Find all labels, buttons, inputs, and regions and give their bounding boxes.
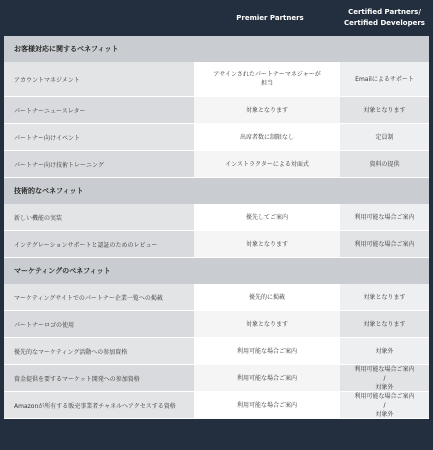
premier-value: 対象となります — [245, 240, 288, 248]
table-row — [4, 311, 429, 338]
premier-value: アサインされたパートナーマネジャーが — [213, 71, 321, 78]
premier-cell — [194, 284, 340, 310]
premier-value: 対象となります — [245, 106, 288, 114]
certified-value: 利用可能な場合ご案内 — [354, 213, 415, 221]
certified-value: 対象外 — [375, 410, 394, 418]
benefit-name: パートナー向け技術トレーニング — [4, 151, 194, 177]
premier-cell — [194, 392, 340, 418]
certified-value: 利用可能な場合ご案内 — [354, 365, 415, 373]
benefit-name: Amazonが所有する販売事業者チャネルへアクセスする資格 — [4, 392, 194, 418]
premier-cell — [194, 204, 340, 230]
premier-value: 優先的に掲載 — [248, 293, 285, 301]
premier-value: 担当 — [260, 80, 273, 87]
table-header — [4, 0, 429, 36]
certified-value: 対象となります — [363, 320, 406, 328]
certified-value: 資料の提供 — [369, 160, 400, 168]
certified-cell — [340, 311, 429, 337]
premier-cell — [194, 151, 340, 177]
table-row — [4, 231, 429, 258]
benefit-name: パートナー向けイベント — [4, 124, 194, 150]
certified-cell — [340, 284, 429, 310]
certified-cell — [340, 204, 429, 230]
premier-cell — [194, 338, 340, 364]
table-row — [4, 338, 429, 365]
certified-value: 利用可能な場合ご案内 — [354, 240, 415, 248]
certified-value: 対象となります — [363, 106, 406, 114]
premier-cell — [194, 231, 340, 257]
premier-cell — [194, 311, 340, 337]
certified-cell — [340, 365, 429, 391]
certified-cell — [340, 62, 429, 96]
header-certified-line2: Certified Developers — [344, 19, 425, 27]
table-row — [4, 124, 429, 151]
benefit-name: マーケティングサイトでのパートナー企業一覧への掲載 — [4, 284, 194, 310]
premier-value: 利用可能な場合ご案内 — [236, 401, 297, 409]
certified-value: / — [383, 401, 386, 409]
premier-value: 対象となります — [245, 320, 288, 328]
table-row — [4, 62, 429, 97]
table-row — [4, 365, 429, 392]
certified-cell — [340, 392, 429, 418]
premier-value: インストラクターによる対面式 — [225, 160, 309, 168]
benefit-name: パートナーロゴの使用 — [4, 311, 194, 337]
benefit-name: アカウントマネジメント — [4, 62, 194, 96]
section-header: マーケティングのベネフィット — [4, 258, 429, 284]
premier-value: 利用可能な場合ご案内 — [236, 347, 297, 355]
premier-value: 出席者数に制限なし — [239, 133, 294, 141]
premier-cell — [194, 124, 340, 150]
certified-cell — [340, 231, 429, 257]
table-body — [4, 36, 429, 419]
header-certified — [340, 0, 429, 36]
section-header: お客様対応に関するベネフィット — [4, 36, 429, 62]
premier-cell — [194, 62, 340, 96]
certified-value: 定員制 — [375, 133, 394, 141]
certified-value: Emailによるサポート — [355, 75, 414, 83]
certified-cell — [340, 97, 429, 123]
table-row — [4, 151, 429, 178]
benefit-name: パートナーニュースレター — [4, 97, 194, 123]
benefit-name: 資金提供を要するマーケット開発への参加資格 — [4, 365, 194, 391]
table-row — [4, 97, 429, 124]
table-row — [4, 392, 429, 419]
benefit-name: 優先的なマーケティング活動への参加資格 — [4, 338, 194, 364]
certified-cell — [340, 338, 429, 364]
certified-value: 対象となります — [363, 293, 406, 301]
benefit-name: 新しい機能の実装 — [4, 204, 194, 230]
certified-cell — [340, 151, 429, 177]
header-certified-line1: Certified Partners/ — [348, 8, 421, 16]
section-header: 技術的なベネフィット — [4, 178, 429, 204]
certified-value: 利用可能な場合ご案内 — [354, 392, 415, 400]
table-row — [4, 204, 429, 231]
certified-value: 対象外 — [375, 383, 394, 391]
benefits-table — [4, 0, 429, 450]
premier-value: 利用可能な場合ご案内 — [236, 374, 297, 382]
table-row — [4, 284, 429, 311]
premier-cell — [194, 365, 340, 391]
benefit-name: インテグレーションサポートと認証のためのレビュー — [4, 231, 194, 257]
premier-value: 優先してご案内 — [245, 213, 288, 221]
premier-cell — [194, 97, 340, 123]
certified-value: / — [383, 374, 386, 382]
header-empty-cell — [4, 0, 200, 36]
certified-cell — [340, 124, 429, 150]
header-premier: Premier Partners — [236, 14, 304, 22]
certified-value: 対象外 — [375, 347, 394, 355]
